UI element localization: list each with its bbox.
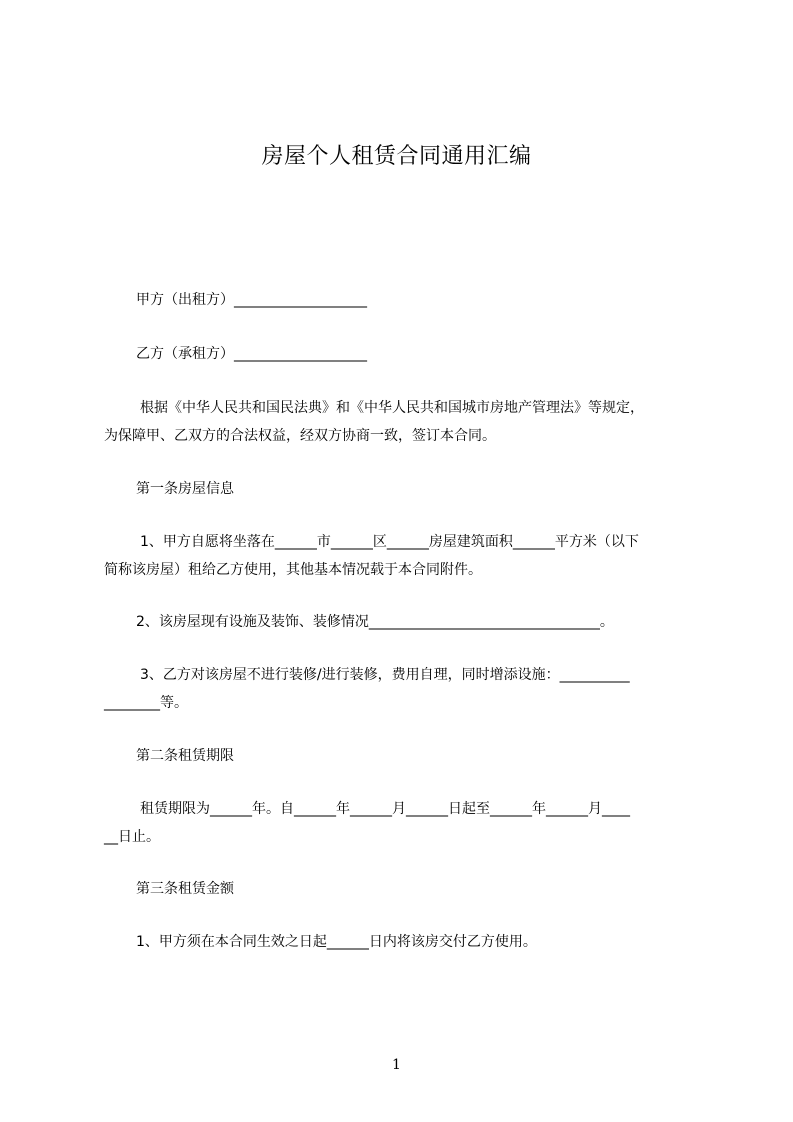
article-1-clause-1-line-2: 简称该房屋）租给乙方使用，其他基本情况载于本合同附件。 bbox=[104, 562, 482, 578]
article-2-heading: 第二条租赁期限 bbox=[136, 748, 234, 764]
article-1-clause-1-line-1: 1、甲方自愿将坐落在______市______区______房屋建筑面积______平方米（以下 bbox=[140, 534, 639, 550]
party-b-line: 乙方（承租方）___________________ bbox=[136, 346, 367, 362]
article-1-heading: 第一条房屋信息 bbox=[136, 481, 234, 497]
article-2-term-line-1: 租赁期限为______年。自______年______月______日起至______年______月____ bbox=[140, 801, 630, 817]
article-1-clause-2: 2、该房屋现有设施及装饰、装修情况_________________________________。 bbox=[136, 614, 614, 630]
article-1-clause-3-line-2: ________等。 bbox=[104, 695, 188, 711]
article-3-clause-1: 1、甲方须在本合同生效之日起______日内将该房交付乙方使用。 bbox=[136, 934, 537, 950]
article-2-term-line-2: __日止。 bbox=[104, 829, 160, 845]
article-1-clause-3-line-1: 3、乙方对该房屋不进行装修/进行装修，费用自理，同时增添设施：__________ bbox=[140, 667, 630, 683]
document-title: 房屋个人租赁合同通用汇编 bbox=[261, 144, 532, 169]
party-a-line: 甲方（出租方）___________________ bbox=[136, 292, 367, 308]
preamble-line-1: 根据《中华人民共和国民法典》和《中华人民共和国城市房地产管理法》等规定， bbox=[140, 400, 644, 416]
preamble-line-2: 为保障甲、乙双方的合法权益，经双方协商一致，签订本合同。 bbox=[104, 428, 496, 444]
page-number: 1 bbox=[392, 1057, 401, 1073]
article-3-heading: 第三条租赁金额 bbox=[136, 881, 234, 897]
